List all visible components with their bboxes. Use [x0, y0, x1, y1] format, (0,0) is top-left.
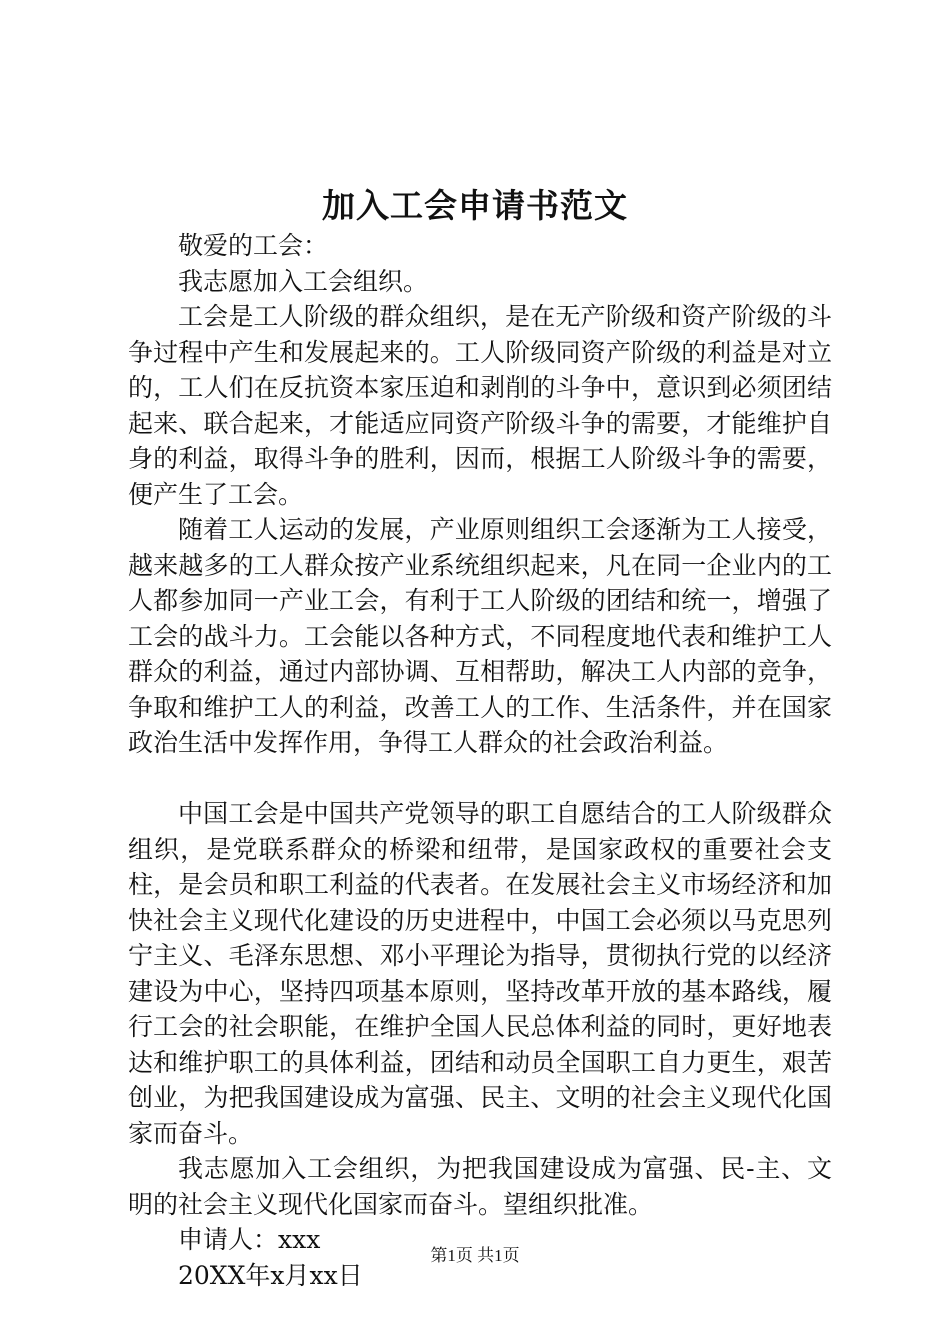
paragraph-intent: 我志愿加入工会组织。	[178, 266, 429, 296]
salutation: 敬爱的工会：	[178, 231, 329, 260]
date-line: 20XX年x月xx日	[178, 1260, 363, 1290]
page-footer: 第1页 共1页	[430, 1246, 520, 1265]
document-title: 加入工会申请书范文	[322, 186, 628, 225]
document-body	[128, 228, 832, 1293]
paragraph-china-union: 中国工会是中国共产党领导的职工自愿结合的工人阶级群众组织，是党联系群众的桥梁和纽带，是国家政权的重要社会支柱，是会员和职工利益的代表者。在发展社会主义市场经济和加快社会主义现代化建设的历史进程中，中国工会必须以马克思列宁主义、毛泽东思想、邓小平理论为指导，贯彻执行党的以经济建设为中心，坚持四项基本原则，坚持改革开放的基本路线，履行工会的社会职能，在维护全国人民总体利益的同时，更好地表达和维护职工的具体利益，团结和动员全国职工自力更生，艰苦创业，为把我国建设成为富强、民主、文明的社会主义现代化国家而奋斗。	[128, 799, 832, 1148]
paragraph-union-development: 随着工人运动的发展，产业原则组织工会逐渐为工人接受，越来越多的工人群众按产业系统组织起来，凡在同一企业内的工人都参加同一产业工会，有利于工人阶级的团结和统一，增强了工会的战斗力。工会能以各种方式，不同程度地代表和维护工人群众的利益，通过内部协调、互相帮助，解决工人内部的竞争，争取和维护工人的利益，改善工人的工作、生活条件，并在国家政治生活中发挥作用，争得工人群众的社会政治利益。	[128, 515, 832, 757]
applicant-line: 申请人：xxx	[178, 1225, 321, 1254]
paragraph-union-origin: 工会是工人阶级的群众组织，是在无产阶级和资产阶级的斗争过程中产生和发展起来的。工人阶级同资产阶级的利益是对立的，工人们在反抗资本家压迫和剥削的斗争中，意识到必须团结起来、联合起来，才能适应同资产阶级斗争的需要，才能维护自身的利益，取得斗争的胜利，因而，根据工人阶级斗争的需要，便产生了工会。	[128, 302, 832, 509]
paragraph-closing: 我志愿加入工会组织，为把我国建设成为富强、民-主、文明的社会主义现代化国家而奋斗。望组织批准。	[128, 1154, 832, 1219]
